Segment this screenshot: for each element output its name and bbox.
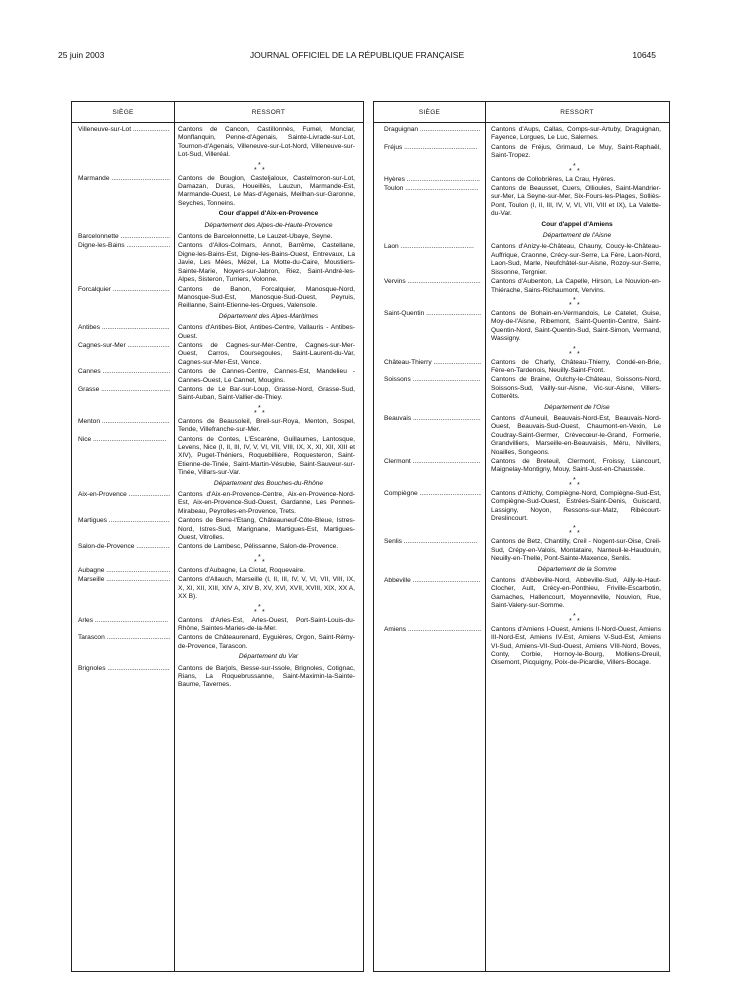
ressort-cell: Cantons de Collobrières, La Crau, Hyères. xyxy=(491,175,616,183)
header-ressort: RESSORT xyxy=(251,109,286,116)
asterism-star: * xyxy=(569,301,572,309)
asterism-separator xyxy=(72,553,363,567)
asterism-separator xyxy=(72,603,363,617)
ressort-cell: Cantons d'Amiens I-Ouest, Amiens II-Nord-Ouest, Amiens III-Nord-Est, Amiens IV-Est, Amiens V-Sud-Est, Amiens VI-Sud, Amiens-VII-Sud-Ouest, Amiens VIII-Nord, Boves, Conty, Corbie, Hornoy-le-Bourg, Molliens-Dreuil, Oisemont, Picquigny, Poix-de-Picardie, Villers-Bocage. xyxy=(491,625,661,667)
siege-cell: Marseille ..... xyxy=(72,576,170,601)
table-row xyxy=(72,233,363,241)
ressort-cell: Cantons de Betz, Chantilly, Creil - Nogent-sur-Oise, Creil-Sud, Crépy-en-Valois, Montataire, Nanteuil-le-Haudouin, Neuilly-en-Thelle, Pont-Sainte-Maxence, Senlis. xyxy=(491,538,661,563)
table-row xyxy=(72,665,363,690)
asterism-star: * xyxy=(569,350,572,358)
table-row xyxy=(72,342,363,367)
table-row xyxy=(72,126,363,160)
siege-cell: Menton ..... xyxy=(72,418,170,435)
table-row xyxy=(374,359,669,376)
ressort-cell: Cantons de Beausset, Cuers, Ollioules, Saint-Mandrier-sur-Mer, La Seyne-sur-Mer, Six-Fours-les-Plages, Solliès-Pont, Toulon (I, II, III, IV, V, VI, VII, VIII et IX), La Valette-du-Var. xyxy=(491,185,661,218)
department-heading: Département des Alpes-Maritimes xyxy=(218,312,319,320)
table-row xyxy=(72,242,363,284)
asterism-star: * xyxy=(569,617,572,625)
left-table-body xyxy=(72,126,363,971)
asterism-star: * xyxy=(258,553,261,561)
asterism-separator xyxy=(374,162,669,176)
asterism-star: * xyxy=(262,558,265,566)
asterism-star: * xyxy=(577,530,580,538)
asterism-separator xyxy=(374,345,669,359)
siege-cell: Toulon ..... xyxy=(374,185,481,219)
asterism-star: * xyxy=(577,350,580,358)
siege-cell: Aubagne ..... xyxy=(72,567,170,575)
table-row xyxy=(72,436,363,478)
header-page-number: 10645 xyxy=(632,50,656,60)
ressort-cell: Cantons d'Aubenton, La Capelle, Hirson, Le Nouvion-en-Thiérache, Sains-Richaumont, Vervins. xyxy=(491,278,661,294)
siege-cell: Martigues ..... xyxy=(72,517,170,542)
ressort-cell: Cantons d'Aubagne, La Ciotat, Roquevaire. xyxy=(178,566,305,574)
siege-cell: Hyères ..... xyxy=(374,176,481,184)
page-header xyxy=(58,50,656,64)
left-table xyxy=(71,101,364,972)
right-table xyxy=(373,101,670,972)
ressort-cell: Cantons de Fréjus, Grimaud, Le Muy, Saint-Raphaël, Saint-Tropez. xyxy=(491,143,661,160)
siege-cell: Amiens ..... xyxy=(374,626,481,668)
siege-cell: Tarascon ..... xyxy=(72,634,170,651)
table-row xyxy=(72,368,363,385)
table-row xyxy=(72,617,363,634)
siege-cell: Beauvais ..... xyxy=(374,415,481,457)
table-row xyxy=(72,418,363,435)
siege-cell: Aix-en-Provence ..... xyxy=(72,491,170,516)
table-row xyxy=(374,577,669,611)
asterism-star: * xyxy=(262,608,265,616)
asterism-separator xyxy=(72,161,363,175)
table-row xyxy=(72,386,363,403)
siege-cell: Soissons ..... xyxy=(374,376,481,401)
siege-cell: Digne-les-Bains ..... xyxy=(72,242,170,284)
siege-cell: Clermont ..... xyxy=(374,458,481,475)
siege-cell: Arles ..... xyxy=(72,617,170,634)
ressort-cell: Cantons de Bohain-en-Vermandois, Le Catelet, Guise, Moy-de-l'Aisne, Ribemont, Saint-Quentin-Centre, Saint-Quentin-Nord, Saint-Quentin-Sud, Saint-Simon, Vermand, Wassigny. xyxy=(491,309,661,343)
ressort-cell: Cantons de Braine, Oulchy-le-Château, Soissons-Nord, Soissons-Sud, Vailly-sur-Aisne, Vic-sur-Aisne, Villers-Cotterêts. xyxy=(491,376,661,401)
siege-cell: Compiègne ..... xyxy=(374,490,481,524)
header-ressort: RESSORT xyxy=(560,109,594,116)
asterism-star: * xyxy=(577,301,580,309)
header-date: 25 juin 2003 xyxy=(58,50,105,60)
siege-cell: Marmande ..... xyxy=(72,175,170,209)
table-row xyxy=(72,175,363,209)
ressort-cell: Cantons d'Allos-Colmars, Annot, Barrême, Castellane, Digne-les-Bains-Est, Digne-les-Bains-Ouest, Entrevaux, La Javie, Les Mées, Mézel, La Motte-du-Caire, Moustiers-Sainte-Marie, Noyers-sur-Jabron, Riez, Saint-André-les-Alpes, Sisteron, Turriers, Volonne. xyxy=(178,242,355,284)
ressort-cell: Cantons de Châteaurenard, Eyguières, Orgon, Saint-Rémy-de-Provence, Tarascon. xyxy=(178,634,355,650)
table-row xyxy=(374,458,669,475)
table-row xyxy=(374,185,669,219)
table-row xyxy=(374,310,669,344)
ressort-cell: Cantons d'Arles-Est, Arles-Ouest, Port-Saint-Louis-du-Rhône, Saintes-Maries-de-la-Mer. xyxy=(178,616,355,632)
asterism-star: * xyxy=(569,167,572,175)
department-heading: Département des Bouches-du-Rhône xyxy=(213,479,324,487)
asterism-star: * xyxy=(569,530,572,538)
asterism-star: * xyxy=(577,167,580,175)
table-row xyxy=(72,543,363,551)
table-header xyxy=(72,102,363,123)
asterism-separator xyxy=(374,476,669,490)
ressort-cell: Cantons de Lambesc, Pélissanne, Salon-de-Provence. xyxy=(178,543,339,551)
right-table-body xyxy=(374,126,669,971)
asterism-star: * xyxy=(577,481,580,489)
ressort-cell: Cantons d'Auneuil, Beauvais-Nord-Est, Beauvais-Nord-Ouest, Beauvais-Sud-Ouest, Chaumont-en-Vexin, Le Coudray-Saint-Germer, Crèvecœur-le-Grand, Formerie, Grandvilliers, Marseille-en-Beauvaisis, Méru, Nivillers, Noailles, Songeons. xyxy=(491,414,661,456)
ressort-cell: Cantons d'Aups, Callas, Comps-sur-Artuby, Draguignan, Fayence, Lorgues, Le Luc, Salernes. xyxy=(491,126,661,142)
table-row xyxy=(374,538,669,563)
siege-cell: Laon ..... xyxy=(374,243,481,277)
asterism-star: * xyxy=(573,162,576,170)
table-row xyxy=(374,278,669,295)
asterism-star: * xyxy=(573,345,576,353)
asterism-separator xyxy=(72,404,363,418)
ressort-cell: Cantons de Charly, Château-Thierry, Condé-en-Brie, Fère-en-Tardenois, Neuilly-Saint-Front. xyxy=(491,358,661,374)
asterism-star: * xyxy=(573,476,576,484)
asterism-star: * xyxy=(573,525,576,533)
asterism-separator xyxy=(374,524,669,538)
ressort-cell: Cantons d'Antibes-Biot, Antibes-Centre, Vallauris - Antibes-Ouest. xyxy=(178,324,355,340)
siege-cell: Villeneuve-sur-Lot ..... xyxy=(72,126,170,160)
table-row xyxy=(374,144,669,161)
table-row xyxy=(72,567,363,575)
asterism-separator xyxy=(374,296,669,310)
table-row xyxy=(72,517,363,542)
table-header xyxy=(374,102,669,123)
siege-cell: Draguignan ..... xyxy=(374,126,481,143)
table-row xyxy=(72,286,363,311)
table-row xyxy=(374,490,669,524)
asterism-star: * xyxy=(577,617,580,625)
table-row xyxy=(374,376,669,401)
asterism-separator xyxy=(374,612,669,626)
ressort-cell: Cantons de Contes, L'Escarène, Guillaumes, Lantosque, Levens, Nice (I, II, III, IV, V, VI, VII, VIII, IX, X, XI, XII, XIII et XIV), Puget-Théniers, Roquebillière, Roquesteron, Saint-Etienne-de-Tinée, Saint-Martin-Vésubie, Saint-Sauveur-sur-Tinée, Villars-sur-Var. xyxy=(178,435,355,477)
ressort-cell: Cantons d'Anizy-le-Château, Chauny, Coucy-le-Château-Auffrique, Craonne, Crécy-sur-Serre, La Fère, Laon-Nord, Laon-Sud, Marle, Neufchâtel-sur-Aisne, Rozoy-sur-Serre, Sissonne, Tergnier. xyxy=(491,243,661,276)
siege-cell: Salon-de-Provence ..... xyxy=(72,543,170,551)
ressort-cell: Cantons d'Allauch, Marseille (I, II, III, IV, V, VI, VII, VIII, IX, X, XI, XII, XIII, XIV A, XIV B, XV, XVI, XVII, XVIII, XIX, XX A, XX B). xyxy=(178,576,355,601)
ressort-cell: Cantons de Bouglon, Casteljaloux, Castelmoron-sur-Lot, Damazan, Duras, Houeillès, Lauzun, Marmande-Est, Marmande-Ouest, Le Mas-d'Agenais, Meilhan-sur-Garonne, Seyches, Tonneins. xyxy=(178,174,355,207)
ressort-cell: Cantons de Cancon, Castillonnès, Fumel, Monclar, Monflanquin, Penne-d'Agenais, Sainte-Livrade-sur-Lot, Tournon-d'Agenais, Villeneuve-sur-Lot-Nord, Villeneuve-sur-Lot-Sud, Villeréal. xyxy=(178,126,355,159)
asterism-star: * xyxy=(262,166,265,174)
siege-cell: Barcelonnette ..... xyxy=(72,233,170,241)
siege-cell: Fréjus ..... xyxy=(374,144,481,161)
siege-cell: Saint-Quentin ..... xyxy=(374,310,481,344)
ressort-cell: Cantons de Beausoleil, Breil-sur-Roya, Menton, Sospel, Tende, Villefranche-sur-Mer. xyxy=(178,417,355,434)
ressort-cell: Cantons de Barjols, Besse-sur-Issole, Brignoles, Cotignac, Rians, La Roquebrussanne, Saint-Maximin-la-Sainte-Baume, Tavernes. xyxy=(178,664,355,689)
asterism-star: * xyxy=(254,558,257,566)
ressort-cell: Cantons de Berre-l'Etang, Châteauneuf-Côte-Bleue, Istres-Nord, Istres-Sud, Marignane, Martigues-Est, Martigues-Ouest, Vitrolles. xyxy=(178,517,355,542)
asterism-star: * xyxy=(573,612,576,620)
asterism-star: * xyxy=(254,409,257,417)
ressort-cell: Cantons de Le Bar-sur-Loup, Grasse-Nord, Grasse-Sud, Saint-Auban, Saint-Vallier-de-Thiey. xyxy=(178,385,355,402)
ressort-cell: Cantons de Cagnes-sur-Mer-Centre, Cagnes-sur-Mer-Ouest, Carros, Coursegoules, Saint-Laurent-du-Var, Cagnes-sur-Mer-Est, Vence. xyxy=(178,341,355,366)
table-row xyxy=(72,491,363,516)
ressort-cell: Cantons d'Abbeville-Nord, Abbeville-Sud, Ailly-le-Haut-Clocher, Ault, Crécy-en-Ponthieu, Friville-Escarbotin, Gamaches, Hallencourt, Moyenneville, Nouvion, Rue, Saint-Valery-sur-Somme. xyxy=(491,577,661,610)
ressort-cell: Cantons d'Attichy, Compiègne-Nord, Compiègne-Sud-Est, Compiègne-Sud-Ouest, Estrées-Saint-Denis, Guiscard, Lassigny, Noyon, Ressons-sur-Matz, Ribécourt-Dreslincourt. xyxy=(491,489,661,523)
department-heading: Département du Var xyxy=(238,653,299,661)
table-row xyxy=(374,415,669,457)
department-heading: Département de l'Aisne xyxy=(542,232,612,240)
department-heading: Département de la Somme xyxy=(537,565,617,573)
asterism-star: * xyxy=(262,409,265,417)
ressort-cell: Cantons d'Aix-en-Provence-Centre, Aix-en-Provence-Nord-Est, Aix-en-Provence-Sud-Ouest, Gardanne, Les Pennes-Mirabeau, Peyrolles-en-Provence, Trets. xyxy=(178,491,355,515)
siege-cell: Forcalquier ..... xyxy=(72,286,170,311)
table-row xyxy=(374,243,669,277)
court-heading: Cour d'appel d'Aix-en-Provence xyxy=(218,210,319,218)
department-heading: Département des Alpes-de-Haute-Provence xyxy=(204,221,333,229)
siege-cell: Nice ..... xyxy=(72,436,170,478)
table-row xyxy=(374,626,669,668)
siege-cell: Vervins ..... xyxy=(374,278,481,295)
ressort-cell: Cantons de Barcelonnette, Le Lauzet-Ubaye, Seyne. xyxy=(178,233,333,241)
table-row xyxy=(72,324,363,341)
siege-cell: Cagnes-sur-Mer ..... xyxy=(72,342,170,367)
asterism-star: * xyxy=(254,608,257,616)
asterism-star: * xyxy=(258,404,261,412)
siege-cell: Abbeville ..... xyxy=(374,577,481,611)
table-row xyxy=(374,176,669,184)
asterism-star: * xyxy=(258,603,261,611)
table-row xyxy=(72,576,363,601)
header-siege: SIÈGE xyxy=(112,109,134,116)
header-title: JOURNAL OFFICIEL DE LA RÉPUBLIQUE FRANÇAISE xyxy=(249,50,465,60)
siege-cell: Brignoles ..... xyxy=(72,665,170,690)
asterism-star: * xyxy=(258,161,261,169)
table-row xyxy=(72,634,363,651)
siege-cell: Cannes ..... xyxy=(72,368,170,385)
siege-cell: Château-Thierry ..... xyxy=(374,359,481,376)
department-heading: Département de l'Oise xyxy=(544,403,610,411)
asterism-star: * xyxy=(254,166,257,174)
header-siege: SIÈGE xyxy=(418,109,441,116)
court-heading: Cour d'appel d'Amiens xyxy=(541,220,613,228)
siege-cell: Senlis ..... xyxy=(374,538,481,563)
ressort-cell: Cantons de Cannes-Centre, Cannes-Est, Mandelieu - Cannes-Ouest, Le Cannet, Mougins. xyxy=(178,368,355,384)
asterism-star: * xyxy=(569,481,572,489)
table-row xyxy=(374,126,669,143)
ressort-cell: Cantons de Banon, Forcalquier, Manosque-Nord, Manosque-Sud-Est, Manosque-Sud-Ouest, Peyruis, Reillanne, Saint-Etienne-les-Orgues, Valensole. xyxy=(178,285,355,310)
siege-cell: Antibes ..... xyxy=(72,324,170,341)
siege-cell: Grasse ..... xyxy=(72,386,170,403)
ressort-cell: Cantons de Breteuil, Clermont, Froissy, Liancourt, Maignelay-Montigny, Mouy, Saint-Just-en-Chaussée. xyxy=(491,458,661,474)
asterism-star: * xyxy=(573,296,576,304)
